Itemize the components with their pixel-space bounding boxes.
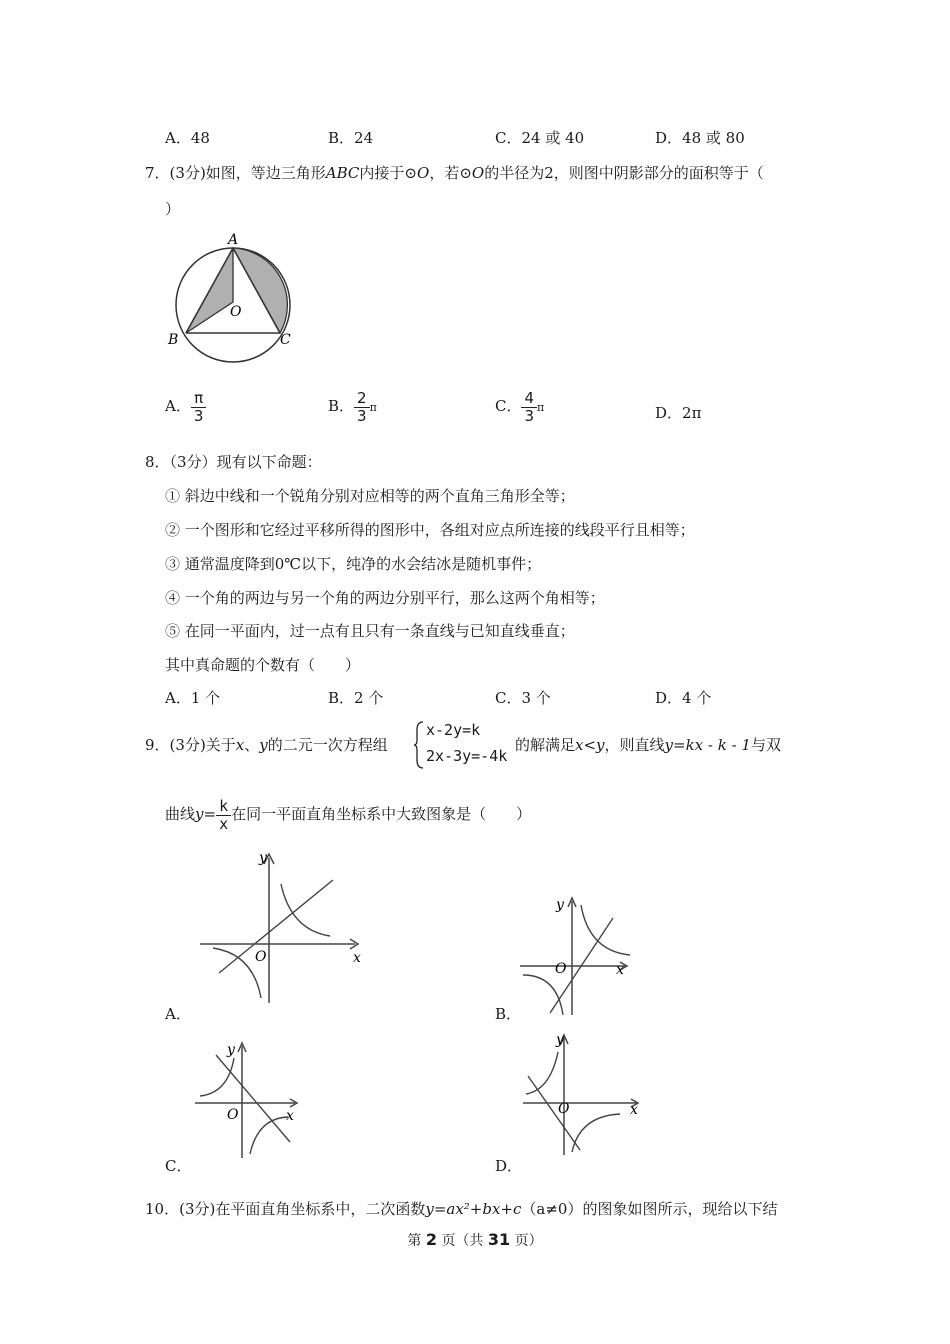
q9-graph-c <box>190 1038 320 1163</box>
q9-mid: 的二元一次方程组 <box>267 736 388 754</box>
q9-stem-line1-post <box>515 734 781 755</box>
q8-option-d: D．4 个 <box>655 689 712 707</box>
q9-sep: 、 <box>244 736 260 754</box>
q9-graph-b-y-label: y <box>556 897 564 913</box>
q7-option-d-letter: D． <box>655 404 683 422</box>
q9-graph-d <box>520 1030 650 1160</box>
q7-option-c <box>495 390 544 424</box>
q7-o2: O <box>471 164 485 182</box>
q7-stem-close: ） <box>165 200 181 218</box>
q10-post: 的图象如图所示，现给以下结 <box>582 1200 778 1218</box>
q7-option-c-den: 3 <box>524 406 535 425</box>
q9-option-a: A． <box>165 1005 191 1023</box>
q8-option-a: A．1 个 <box>165 689 221 707</box>
footer-pre: 第 <box>407 1233 422 1249</box>
q9-post1: 的解满足 <box>515 736 576 754</box>
q9-eq2: 2x-3y=-4k <box>426 747 508 765</box>
q8-item-2: ② 一个图形和它经过平移所得的图形中，各组对应点所连接的线段平行且相等； <box>165 521 695 539</box>
q9-option-d: D． <box>495 1157 523 1175</box>
q9-system-brace <box>413 720 425 770</box>
q7-option-a <box>165 390 206 424</box>
q7-option-a-den: 3 <box>193 406 204 425</box>
q7-abc: ABC <box>325 164 360 182</box>
q7-option-a-frac <box>191 390 207 424</box>
q9-graph-c-x-label: x <box>286 1108 294 1124</box>
q10-cond: （a≠0） <box>521 1200 583 1218</box>
q6-option-d: D．48 或 80 <box>655 129 745 147</box>
q7-option-c-pi: π <box>537 401 545 414</box>
q9-eq1: x-2y=k <box>426 721 481 739</box>
q10-pre: 10．(3分)在平面直角坐标系中，二次函数 <box>145 1200 426 1218</box>
q9-y: y <box>259 736 268 754</box>
q9-graph-a-x-label: x <box>353 950 361 966</box>
q9-frac <box>216 798 231 832</box>
q7-option-a-letter: A． <box>165 397 191 415</box>
q9-graph-b <box>515 893 645 1023</box>
q7-option-c-letter: C． <box>495 397 522 415</box>
q6-option-a: A．48 <box>165 129 210 147</box>
q9-l2-pre: 曲线 <box>165 805 196 823</box>
q9-frac-num: k <box>216 798 231 816</box>
q9-post3: 与双 <box>750 736 781 754</box>
q7-option-d <box>655 402 701 423</box>
q6-option-b: B．24 <box>328 129 374 147</box>
q9-graph-a <box>195 848 375 1008</box>
q7-stem-pre: 7．(3分)如图，等边三角形 <box>145 164 326 182</box>
q8-ask: 其中真命题的个数有（ ） <box>165 656 361 674</box>
q8-item-4: ④ 一个角的两边与另一个角的两边分别平行，那么这两个角相等； <box>165 589 605 607</box>
q9-l2-post: 在同一平面直角坐标系中大致图象是（ ） <box>231 805 532 823</box>
q9-graph-d-x-label: x <box>630 1102 638 1118</box>
q7-option-b-letter: B． <box>328 397 355 415</box>
q7-o1: O <box>417 164 430 182</box>
q9-graph-c-y-label: y <box>227 1042 235 1058</box>
q7-option-d-text: 2π <box>682 404 702 422</box>
q8-item-5: ⑤ 在同一平面内，过一点有且只有一条直线与已知直线垂直； <box>165 622 575 640</box>
q8-item-3: ③ 通常温度降到0℃以下，纯净的水会结冰是随机事件； <box>165 555 542 573</box>
q9-post2: ，则直线 <box>604 736 665 754</box>
q9-graph-d-y-label: y <box>556 1032 564 1048</box>
q9-graph-d-o-label: O <box>558 1101 570 1117</box>
q8-stem: 8．（3分）现有以下命题： <box>145 453 322 471</box>
q9-line-eq: y=kx - k - 1 <box>664 736 751 754</box>
footer-post: 页） <box>514 1233 543 1249</box>
q7-option-b-pi: π <box>369 401 377 414</box>
q9-pre: 9．(3分)关于 <box>145 736 236 754</box>
q9-graph-a-y-label: y <box>259 850 267 866</box>
q9-option-c: C． <box>165 1157 192 1175</box>
q9-graph-a-o-label: O <box>255 949 267 965</box>
q7-option-c-frac <box>521 390 537 424</box>
q7-label-c: C <box>280 332 291 348</box>
q7-stem-post: 的半径为2，则图中阴影部分的面积等于（ <box>484 164 764 182</box>
q10-stem <box>145 1198 777 1219</box>
page-footer <box>0 1230 950 1250</box>
q9-graph-c-o-label: O <box>227 1107 239 1123</box>
q9-stem-line2 <box>165 798 531 832</box>
footer-total-pages: 31 <box>487 1230 511 1249</box>
q7-option-c-num: 4 <box>521 390 537 408</box>
q6-option-c: C．24 或 40 <box>495 129 585 147</box>
footer-mid: 页（共 <box>441 1233 484 1249</box>
q7-stem-mid2: ，若⊙ <box>429 164 472 182</box>
q9-frac-den: x <box>219 814 229 833</box>
q7-label-o: O <box>230 304 242 320</box>
q8-option-b: B．2 个 <box>328 689 384 707</box>
q9-x: x <box>235 736 245 754</box>
q7-option-b-num: 2 <box>354 390 370 408</box>
q7-stem-mid: 内接于⊙ <box>359 164 417 182</box>
q8-item-1: ① 斜边中线和一个锐角分别对应相等的两个直角三角形全等； <box>165 487 575 505</box>
q9-option-b: B． <box>495 1005 522 1023</box>
q7-stem <box>145 162 764 183</box>
q7-option-b-den: 3 <box>357 406 367 425</box>
q9-graph-b-x-label: x <box>616 962 624 978</box>
footer-page-number: 2 <box>425 1230 437 1249</box>
q9-graph-b-o-label: O <box>555 961 567 977</box>
q7-option-a-num: π <box>191 390 207 408</box>
q7-circle-figure <box>160 230 310 370</box>
q9-cond: x<y <box>575 736 605 754</box>
q7-option-b-frac <box>354 390 370 424</box>
q9-stem-line1 <box>145 734 388 755</box>
q7-label-b: B <box>168 332 179 348</box>
q7-option-b <box>328 390 377 424</box>
q7-label-a: A <box>228 232 239 248</box>
q8-option-c: C．3 个 <box>495 689 551 707</box>
q9-l2-y: y= <box>195 805 217 823</box>
q10-func: y=ax²+bx+c <box>425 1200 522 1218</box>
